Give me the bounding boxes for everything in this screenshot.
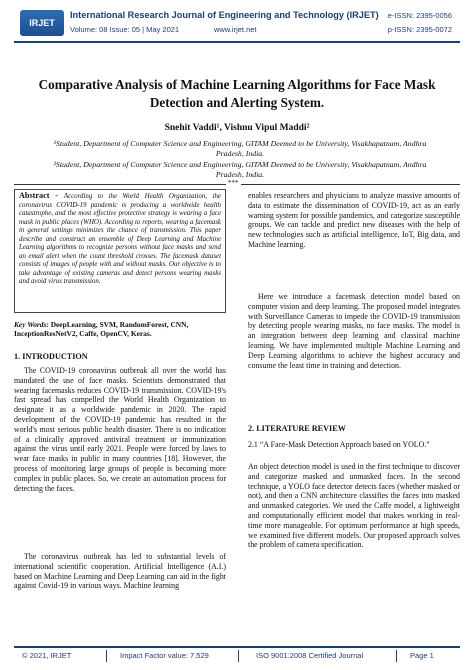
journal-logo: IRJET <box>20 10 64 36</box>
journal-website[interactable]: www.irjet.net <box>214 25 257 34</box>
journal-volume: Volume: 08 Issue: 05 | May 2021 <box>70 25 180 34</box>
introduction-heading: 1. INTRODUCTION <box>14 352 88 361</box>
footer-impact-factor: Impact Factor value: 7.529 <box>120 651 209 660</box>
footer-iso: ISO 9001:2008 Certified Journal <box>256 651 364 660</box>
header-rule <box>14 41 460 43</box>
footer-copyright: © 2021, IRJET <box>22 651 72 660</box>
footer-page-number: Page 1 <box>410 651 434 660</box>
literature-review-heading: 2. LITERATURE REVIEW <box>248 424 346 433</box>
paper-title-line-1: Comparative Analysis of Machine Learning Algorithms for Face Mask <box>38 77 436 92</box>
introduction-paragraph-2: The coronavirus outbreak has led to substantial levels of international scientific cooperation. Artificial Intelligence (A.I.) based on Machine Learning and Deep Learning can aid in the fight against Covid-19 in various ways. Machine learning <box>14 552 226 591</box>
footer-divider <box>238 650 239 662</box>
right-column-paragraph-2: Here we introduce a facemask detection model based on computer vision and deep learning. The proposed model integrates with Surveillance Cameras to impede the COVID-19 transmission by detecting people wearing masks, no face masks. The model is an integration between deep learning and classical machine learning. We have implemented multiple Machine Learning and Deep Learning algorithms to achieve the highest accuracy and consume the least time in training and detection. <box>248 292 460 370</box>
right-column-paragraph-1: enables researchers and physicians to analyze massive amounts of data to estimate the dissemination of COVID-19, act as an early warning system for possible pandemics, and categorize susceptible groups. We can tackle and predict new diseases with the help of new technologies such as artificial intelligence, IoT, Big data, and Machine learning. <box>248 191 460 249</box>
paper-authors: Snehit Vaddi¹, Vishnu Vipul Maddi² <box>164 123 310 133</box>
literature-paragraph-1: An object detection model is used in the first technique to discover and categorize masked and unmasked faces. In the second technique, a YOLO face detector detects faces (whether masked or not), and then a CNN architecture classifies the faces into masked and unmasked categories. We used the Caffe model, a lightweight and computationally efficient model that makes working in real-time more manageable. For optimum performance at high speeds, we examined five different models. Our proposed approach solves the problem of camera specification. <box>248 462 460 550</box>
page-footer <box>14 651 460 663</box>
literature-subheading: 2.1 “A Face-Mask Detection Approach based on YOLO.” <box>248 440 430 449</box>
journal-header <box>14 8 460 38</box>
footer-rule <box>14 646 460 648</box>
abstract-heading: Abstract - <box>19 191 64 200</box>
p-issn: p-ISSN: 2395-0072 <box>387 25 452 34</box>
e-issn: e-ISSN: 2395-0056 <box>387 11 452 20</box>
affiliation-1: ¹Student, Department of Computer Science and Engineering, GITAM Deemed to be University, Visakhapatnam, Andhra Pradesh, India. <box>53 139 427 158</box>
abstract-text: According to the World Health Organization, the coronavirus COVID-19 pandemic is producing a worldwide health catastrophe, and the most effective protective strategy is wearing a face mask in public places (WHO). According to reports, wearing a facemask in general settings minimizes the chance of transmission. This paper describe and construct an ensemble of Deep Learning and Machine Learning algorithms to recognize persons without face masks and send an email alert when the count threshold crosses. The facemask dataset consists of images of people with and without masks. Our objective is to take advantage of existing cameras and detect persons wearing masks and avoid virus transmission. <box>19 193 221 286</box>
affiliation-2: ²Student, Department of Computer Science and Engineering, GITAM Deemed to be University, Visakhapatnam, Andhra Pradesh, India. <box>53 160 427 179</box>
keywords-heading: Key Words: <box>14 320 49 329</box>
keywords-value: DeepLearning, SVM, RandomForest, CNN, InceptionResNetV2, Caffe, OpenCV, Keras. <box>14 320 189 338</box>
paper-title <box>14 76 460 112</box>
paper-title-line-2: Detection and Alerting System. <box>149 95 325 110</box>
footer-divider <box>396 650 397 662</box>
separator-stars: *** <box>228 179 239 187</box>
footer-divider <box>106 650 107 662</box>
journal-title: International Research Journal of Engineering and Technology (IRJET) <box>70 10 379 20</box>
abstract-box <box>14 189 226 313</box>
introduction-paragraph-1: The COVID-19 coronavirus outbreak all over the world has mandated the use of face masks. Scientists demonstrated that wearing facemasks reduces COVID-19 transmission. COVID-19's fast spread has compelled the World Health Organization to designate it as a worldwide pandemic in 2020. The rapid development of the COVID-19 pandemic has resulted in the world's most serious public health disaster. There is no indication of a clinically approved antiviral treatment or immunization against the virus until early 2021. People were forced by laws to wear face masks in public in many countries [18]. However, the process of monitoring large groups of people is becoming more complex in public places. So, we create an automation process for detecting the faces. <box>14 366 226 493</box>
keywords <box>14 320 226 338</box>
